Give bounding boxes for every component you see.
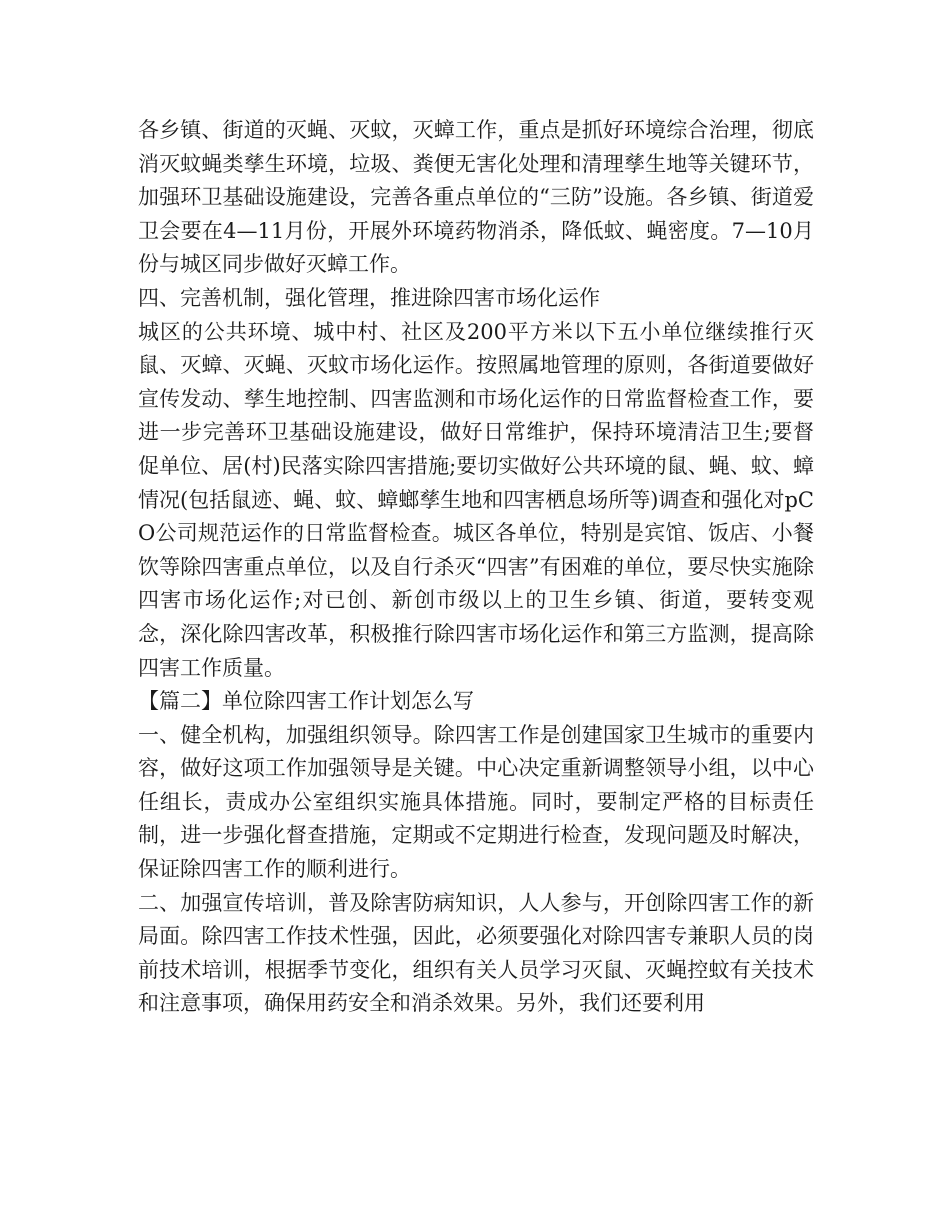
document-body xyxy=(138,114,814,1021)
paragraph-training-publicity: 二、加强宣传培训，普及除害防病知识，人人参与，开创除四害工作的新局面。除四害工作技术性强，因此，必须要强化对除四害专兼职人员的岗前技术培训，根据季节变化，组织有关人员学习灭鼠、灭蝇控蚊有关技术和注意事项，确保用药安全和消杀效果。另外，我们还要利用 xyxy=(138,890,814,1016)
section-heading-four: 四、完善机制，强化管理，推进除四害市场化运作 xyxy=(138,285,600,310)
paragraph-sanitation-work: 各乡镇、街道的灭蝇、灭蚊，灭蟑工作，重点是抓好环境综合治理，彻底消灭蚊蝇类孳生环境，垃圾、粪便无害化处理和清理孳生地等关键环节，加强环卫基础设施建设，完善各重点单位的“三防”设施。各乡镇、街道爱卫会要在4—11月份，开展外环境药物消杀，降低蚊、蝇密度。7—10月份与城区同步做好灭蟑工作。 xyxy=(138,118,814,277)
paragraph-organization-leadership: 一、健全机构，加强组织领导。除四害工作是创建国家卫生城市的重要内容，做好这项工作加强领导是关键。中心决定重新调整领导小组，以中心任组长，责成办公室组织实施具体措施。同时，要制定严格的目标责任制，进一步强化督查措施，定期或不定期进行检查，发现问题及时解决，保证除四害工作的顺利进行。 xyxy=(138,722,814,882)
chapter-heading-part-two: 【篇二】单位除四害工作计划怎么写 xyxy=(138,689,474,714)
paragraph-market-operation: 城区的公共环境、城中村、社区及200平方米以下五小单位继续推行灭鼠、灭蟑、灭蝇、灭蚊市场化运作。按照属地管理的原则，各街道要做好宣传发动、孳生地控制、四害监测和市场化运作的日常监督检查工作，要进一步完善环卫基础设施建设，做好日常维护，保持环境清洁卫生;要督促单位、居(村)民落实除四害措施;要切实做好公共环境的鼠、蝇、蚊、蟑情况(包括鼠迹、蝇、蚊、蟑螂孳生地和四害栖息场所等)调查和强化对pCO公司规范运作的日常监督检查。城区各单位，特别是宾馆、饭店、小餐饮等除四害重点单位，以及自行杀灭“四害”有困难的单位，要尽快实施除四害市场化运作;对已创、新创市级以上的卫生乡镇、街道，要转变观念，深化除四害改革，积极推行除四害市场化运作和第三方监测，提高除四害工作质量。 xyxy=(138,319,814,680)
